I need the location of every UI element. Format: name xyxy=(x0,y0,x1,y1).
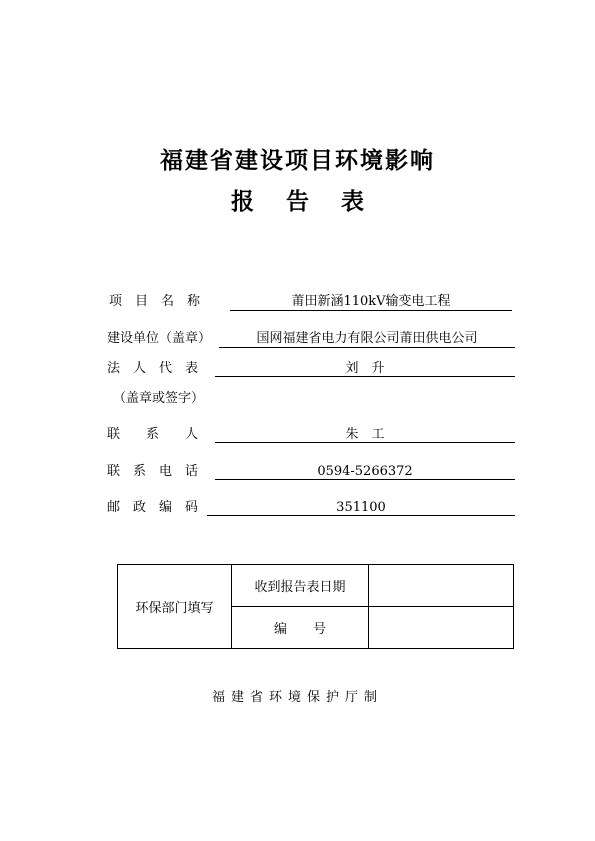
field-legal-representative xyxy=(0,359,595,379)
contact-phone-label: 联 系 电 话 xyxy=(107,464,199,479)
project-name-label: 项 目 名 称 xyxy=(109,294,201,309)
project-name-value: 莆田新涵110kV输变电工程 xyxy=(291,294,451,309)
contact-phone-underline xyxy=(215,479,515,480)
filing-box xyxy=(117,564,514,649)
field-stamp-note xyxy=(0,389,595,409)
issuer-footer: 福建省环境保护厅制 xyxy=(211,690,383,705)
field-contact-phone xyxy=(0,462,595,482)
contact-person-value: 朱 工 xyxy=(345,427,385,442)
number-cell xyxy=(369,607,514,649)
postal-code-value: 351100 xyxy=(336,500,386,515)
contact-phone-value: 0594-5266372 xyxy=(317,464,413,479)
construction-unit-underline xyxy=(219,347,515,348)
project-name-underline xyxy=(230,310,512,311)
filing-section-label: 环保部门填写 xyxy=(118,565,232,649)
legal-representative-label: 法 人 代 表 xyxy=(107,361,199,376)
report-title-line1: 福建省建设项目环境影响 xyxy=(160,148,435,174)
construction-unit-label: 建设单位（盖章） xyxy=(107,331,212,346)
contact-person-label: 联 系 人 xyxy=(107,427,199,442)
legal-representative-value: 刘 升 xyxy=(345,361,385,376)
field-contact-person xyxy=(0,425,595,445)
stamp-note-label: （盖章或签字） xyxy=(113,391,205,406)
number-label: 编 号 xyxy=(232,607,369,649)
field-postal-code xyxy=(0,498,595,518)
received-date-cell xyxy=(369,565,514,607)
field-construction-unit xyxy=(0,329,595,349)
received-date-label: 收到报告表日期 xyxy=(232,565,369,607)
contact-person-underline xyxy=(215,442,515,443)
construction-unit-value: 国网福建省电力有限公司莆田供电公司 xyxy=(256,331,478,346)
field-project-name xyxy=(0,292,595,312)
report-title-line2: 报 告 表 xyxy=(230,189,364,215)
postal-code-underline xyxy=(207,515,515,516)
postal-code-label: 邮 政 编 码 xyxy=(107,500,199,515)
legal-representative-underline xyxy=(215,376,515,377)
